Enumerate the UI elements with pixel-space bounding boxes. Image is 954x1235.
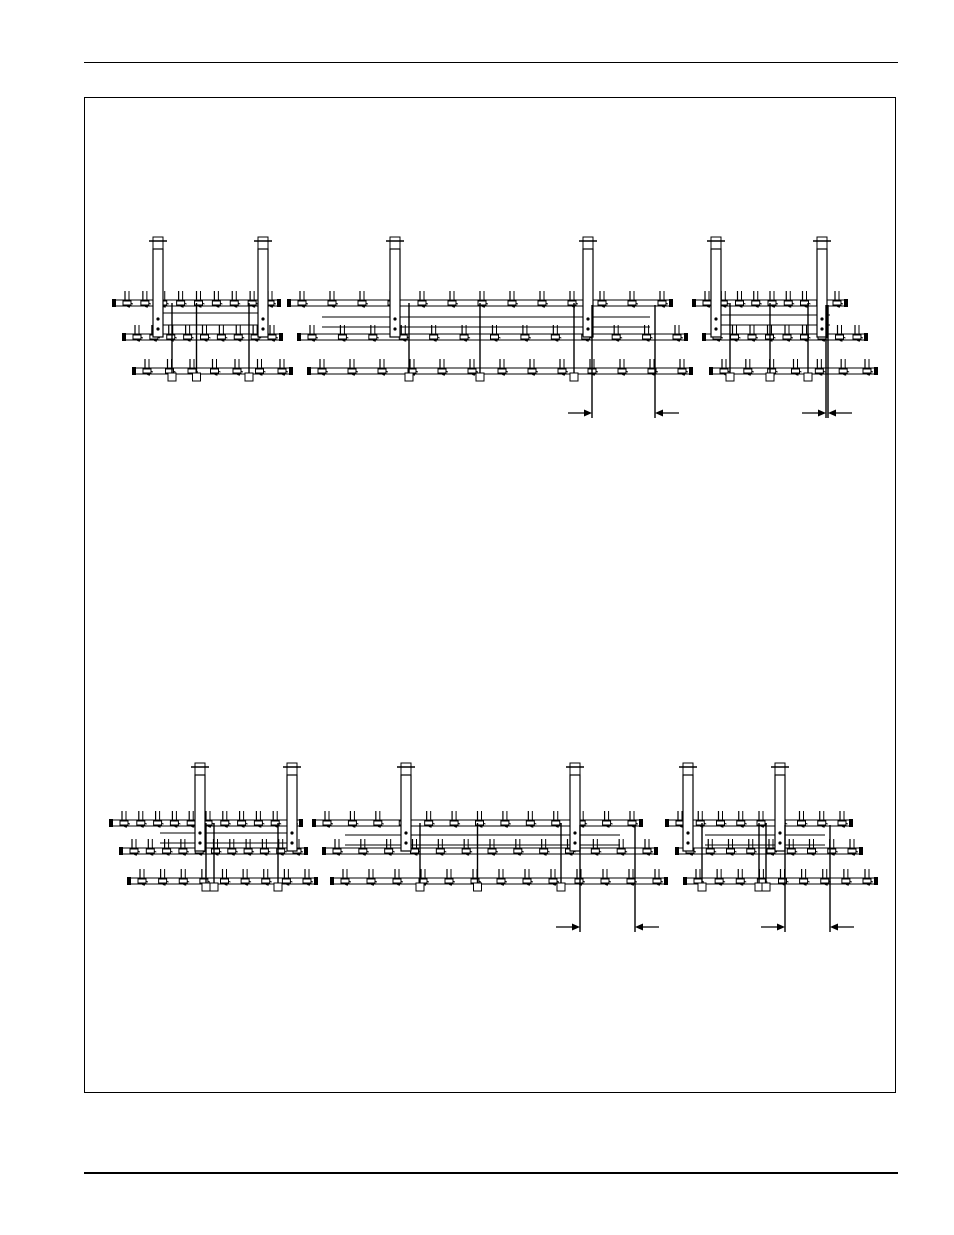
gauge-wheel [766,373,774,381]
shank-clamp [256,369,264,373]
beam-endcap [119,847,123,855]
standard-post [401,775,411,851]
standard-head [195,763,205,775]
standard-bolt [586,317,589,320]
standard-post [258,249,268,337]
shank-clamp [737,821,745,825]
shank-clamp [143,369,151,373]
shank-clamp [768,369,776,373]
shank-clamp [120,821,128,825]
beam-endcap [874,367,878,375]
shank-clamp [146,849,154,853]
lower-cultivator-diagram [0,755,954,940]
shank-clamp [591,849,599,853]
beam-endcap [669,299,673,307]
frame-section [665,763,878,891]
shank-clamp [303,879,311,883]
shank-clamp [348,821,356,825]
shank-clamp [488,849,496,853]
shank-clamp [348,369,356,373]
shank-clamp [141,301,149,305]
shank-clamp [195,301,203,305]
shank-clamp [703,301,711,305]
standard-bolt [573,831,576,834]
beam-endcap [279,333,283,341]
shank-clamp [450,821,458,825]
shank-clamp [476,821,484,825]
shank-clamp [462,849,470,853]
shank-clamp [552,821,560,825]
standard-post [570,775,580,851]
beam-endcap [844,299,848,307]
shank-clamp [643,335,651,339]
shank-clamp [863,879,871,883]
standard-post [287,775,297,851]
standard-bolt [686,841,689,844]
shank-clamp [575,879,583,883]
beam-endcap [109,819,113,827]
standard-bolt [820,317,823,320]
gauge-wheel [698,883,706,891]
shank-clamp [278,369,286,373]
gauge-wheel [804,373,812,381]
shank-clamp [298,301,306,305]
beam-endcap [702,333,706,341]
shank-clamp [706,849,714,853]
shank-clamp [678,369,686,373]
shank-clamp [138,879,146,883]
shank-clamp [430,335,438,339]
shank-clamp [262,879,270,883]
shank-clamp [744,369,752,373]
standard-bolt [156,317,159,320]
shank-clamp [838,821,846,825]
gauge-wheel [416,883,424,891]
standard-bolt [393,327,396,330]
shank-clamp [130,849,138,853]
dimension-arrowhead [828,410,836,417]
shank-clamp [727,849,735,853]
standard-head [390,237,400,249]
shank-clamp [784,301,792,305]
shank-clamp [137,821,145,825]
standard-head [570,763,580,775]
shank-clamp [323,821,331,825]
standard-bolt [778,841,781,844]
shank-clamp [179,849,187,853]
standard-bolt [261,327,264,330]
standard-bolt [198,841,201,844]
shank-clamp [187,821,195,825]
beam-endcap [639,819,643,827]
shank-clamp [374,821,382,825]
dimension-arrowhead [777,924,785,931]
dimension-arrowhead [584,410,592,417]
shank-clamp [201,335,209,339]
dimension-arrowhead [818,410,826,417]
standard-post [153,249,163,337]
standard-post [775,775,785,851]
standard-bolt [393,317,396,320]
gauge-wheel [168,373,176,381]
standard-bolt [714,317,717,320]
shank-clamp [767,849,775,853]
gauge-wheel [474,883,482,891]
shank-clamp [842,879,850,883]
shank-clamp [603,821,611,825]
shank-clamp [673,335,681,339]
gauge-wheel [245,373,253,381]
shank-clamp [448,301,456,305]
shank-clamp [752,301,760,305]
shank-clamp [736,879,744,883]
gauge-wheel [193,373,201,381]
standard-bolt [714,327,717,330]
frame-section [312,763,668,891]
shank-clamp [282,879,290,883]
shank-clamp [436,849,444,853]
shank-clamp [783,335,791,339]
standard-bolt [404,831,407,834]
shank-clamp [628,301,636,305]
standard-bolt [686,831,689,834]
beam-endcap [322,847,326,855]
frame-section [287,237,693,381]
beam-endcap [654,847,658,855]
shank-clamp [163,849,171,853]
beam-endcap [675,847,679,855]
beam-endcap [664,877,668,885]
dimension-arrowhead [572,924,580,931]
shank-clamp [853,335,861,339]
shank-clamp [491,335,499,339]
beam-endcap [849,819,853,827]
shank-clamp [333,849,341,853]
standard-bolt [290,831,293,834]
shank-clamp [188,369,196,373]
shank-clamp [234,335,242,339]
standard-head [401,763,411,775]
standard-head [153,237,163,249]
shank-clamp [523,879,531,883]
shank-clamp [233,369,241,373]
shank-clamp [628,821,636,825]
shank-clamp [658,301,666,305]
beam-endcap [112,299,116,307]
shank-clamp [445,879,453,883]
shank-clamp [653,879,661,883]
shank-clamp [715,879,723,883]
beam-endcap [330,877,334,885]
shank-clamp [521,335,529,339]
shank-clamp [528,369,536,373]
shank-clamp [848,849,856,853]
shank-clamp [385,849,393,853]
shank-clamp [167,335,175,339]
gauge-wheel [557,883,565,891]
frame-section [109,763,318,891]
shank-clamp [212,849,220,853]
standard-post [683,775,693,851]
standard-bolt [573,841,576,844]
standard-bolt [290,841,293,844]
beam-endcap [122,333,126,341]
shank-clamp [211,369,219,373]
shank-clamp [540,849,548,853]
shank-clamp [627,879,635,883]
standard-bolt [261,317,264,320]
shank-clamp [179,879,187,883]
shank-clamp [418,301,426,305]
standard-head [711,237,721,249]
shank-clamp [815,369,823,373]
shank-clamp [359,849,367,853]
shank-clamp [833,301,841,305]
shank-clamp [367,879,375,883]
shank-clamp [798,821,806,825]
beam-endcap [312,819,316,827]
standard-head [775,763,785,775]
beam-endcap [874,877,878,885]
shank-clamp [498,369,506,373]
shank-clamp [612,335,620,339]
shank-clamp [757,821,765,825]
shank-clamp [717,821,725,825]
shank-clamp [720,369,728,373]
gauge-wheel [210,883,218,891]
shank-clamp [260,849,268,853]
shank-clamp [378,369,386,373]
standard-head [817,237,827,249]
shank-clamp [747,849,755,853]
shank-clamp [221,821,229,825]
dimension-arrowhead [655,410,663,417]
shank-clamp [839,369,847,373]
beam-endcap [314,877,318,885]
shank-clamp [328,301,336,305]
beam-endcap [132,367,136,375]
beam-endcap [287,299,291,307]
shank-clamp [241,879,249,883]
beam-endcap [665,819,669,827]
beam-endcap [683,877,687,885]
shank-clamp [836,335,844,339]
shank-clamp [694,879,702,883]
shank-clamp [411,849,419,853]
standard-bolt [820,327,823,330]
shank-clamp [808,849,816,853]
shank-clamp [244,849,252,853]
beam-endcap [692,299,696,307]
shank-clamp [818,821,826,825]
frame-section [692,237,878,381]
shank-clamp [184,335,192,339]
standard-bolt [198,831,201,834]
gauge-wheel [202,883,210,891]
standard-post [711,249,721,337]
shank-clamp [508,301,516,305]
shank-clamp [221,879,229,883]
beam-endcap [297,333,301,341]
shank-clamp [338,335,346,339]
upper-cultivator-diagram [0,225,954,425]
standard-post [195,775,205,851]
shank-clamp [800,879,808,883]
shank-clamp [123,301,131,305]
dimension-arrowhead [635,924,643,931]
shank-clamp [821,879,829,883]
shank-clamp [212,301,220,305]
standard-bolt [778,831,781,834]
shank-clamp [268,335,276,339]
beam-endcap [307,367,311,375]
beam-endcap [127,877,131,885]
shank-clamp [170,821,178,825]
shank-clamp [369,335,377,339]
shank-clamp [478,301,486,305]
shank-clamp [538,301,546,305]
beam-endcap [689,367,693,375]
standard-post [390,249,400,337]
shank-clamp [177,301,185,305]
shank-clamp [618,369,626,373]
shank-clamp [438,369,446,373]
shank-clamp [558,369,566,373]
shank-clamp [792,369,800,373]
beam-endcap [859,847,863,855]
shank-clamp [768,301,776,305]
beam-endcap [864,333,868,341]
shank-clamp [828,849,836,853]
standard-bolt [156,327,159,330]
shank-clamp [217,335,225,339]
gauge-wheel [726,373,734,381]
shank-clamp [308,335,316,339]
shank-clamp [318,369,326,373]
shank-clamp [497,879,505,883]
beam-endcap [304,847,308,855]
beam-endcap [277,299,281,307]
gauge-wheel [274,883,282,891]
shank-clamp [514,849,522,853]
shank-clamp [551,335,559,339]
shank-clamp [568,301,576,305]
shank-clamp [601,879,609,883]
standard-head [258,237,268,249]
shank-clamp [643,849,651,853]
shank-clamp [617,849,625,853]
standard-head [287,763,297,775]
shank-clamp [748,335,756,339]
standard-bolt [404,841,407,844]
shank-clamp [230,301,238,305]
shank-clamp [154,821,162,825]
shank-clamp [696,821,704,825]
shank-clamp [425,821,433,825]
gauge-wheel [476,373,484,381]
header-rule [84,62,898,63]
shank-clamp [159,879,167,883]
shank-clamp [228,849,236,853]
shank-clamp [460,335,468,339]
gauge-wheel [405,373,413,381]
standard-bolt [586,327,589,330]
shank-clamp [468,369,476,373]
frame-section [112,237,293,381]
footer-rule [84,1172,898,1174]
shank-clamp [736,301,744,305]
standard-head [683,763,693,775]
shank-clamp [549,879,557,883]
beam-endcap [684,333,688,341]
shank-clamp [133,335,141,339]
shank-clamp [598,301,606,305]
gauge-wheel [762,883,770,891]
beam-endcap [289,367,293,375]
shank-clamp [254,821,262,825]
beam-endcap [299,819,303,827]
beam-endcap [709,367,713,375]
shank-clamp [358,301,366,305]
shank-clamp [863,369,871,373]
shank-clamp [238,821,246,825]
shank-clamp [341,879,349,883]
shank-clamp [731,335,739,339]
standard-head [583,237,593,249]
dimension-arrowhead [830,924,838,931]
shank-clamp [787,849,795,853]
gauge-wheel [570,373,578,381]
shank-clamp [393,879,401,883]
shank-clamp [526,821,534,825]
shank-clamp [501,821,509,825]
